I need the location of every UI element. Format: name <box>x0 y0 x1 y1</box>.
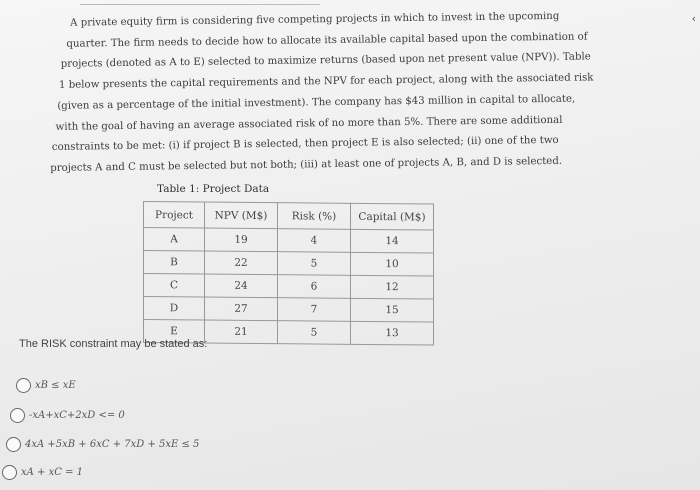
cell-capital: 10 <box>351 252 434 276</box>
cell-risk: 4 <box>278 229 351 253</box>
option-label[interactable]: 4xA +5xB + 6xC + 7xD + 5xE ≤ 5 <box>25 439 200 450</box>
table-row <box>144 228 434 254</box>
answer-option-2[interactable] <box>10 408 125 423</box>
cell-capital: 15 <box>351 298 434 322</box>
paragraph-line: A private equity firm is considering five competing projects in which to invest in the upcoming <box>70 10 560 29</box>
paragraph-line: (given as a percentage of the initial investment). The company has $43 million in capital to allocate, <box>57 93 576 112</box>
cell-npv: 24 <box>205 274 278 298</box>
radio-button[interactable] <box>16 378 31 393</box>
page-top-rule <box>80 4 320 5</box>
paragraph-line: 1 below presents the capital requirements and the NPV for each project, along with the associated risk <box>58 72 594 91</box>
cell-capital: 14 <box>351 229 434 253</box>
header-npv: NPV (M$) <box>205 202 278 229</box>
cell-npv: 21 <box>205 320 278 344</box>
header-capital: Capital (M$) <box>351 203 434 230</box>
cell-risk: 6 <box>278 275 351 299</box>
paragraph-line: constraints to be met: (i) if project B is selected, then project E is also selected; (ii) one of the two <box>51 135 559 154</box>
radio-button[interactable] <box>10 408 25 423</box>
answer-option-3[interactable] <box>6 437 199 452</box>
cell-capital: 12 <box>351 275 434 299</box>
table-row <box>144 274 434 300</box>
cell-npv: 19 <box>205 228 278 252</box>
table-caption: Table 1: Project Data <box>157 183 270 195</box>
cell-project: D <box>144 297 205 321</box>
table-header-row <box>144 202 434 231</box>
paragraph-line: quarter. The firm needs to decide how to allocate its available capital based upon the combination of <box>66 31 588 50</box>
cell-project: C <box>144 274 205 298</box>
cell-risk: 7 <box>278 298 351 322</box>
cell-capital: 13 <box>351 321 434 345</box>
chevron-right-icon[interactable]: ‹ <box>691 12 696 25</box>
cell-project: A <box>144 228 205 252</box>
cell-project: E <box>144 320 205 344</box>
answer-option-1[interactable] <box>16 378 76 393</box>
cell-project: B <box>144 251 205 275</box>
option-label[interactable]: -xA+xC+2xD <= 0 <box>29 410 125 421</box>
paragraph-line: with the goal of having an average associated risk of no more than 5%. There are some additional <box>55 114 563 133</box>
table-row <box>144 297 434 323</box>
project-data-table <box>143 201 434 346</box>
header-project: Project <box>144 202 205 229</box>
problem-statement <box>48 7 594 180</box>
cell-npv: 27 <box>205 297 278 321</box>
option-label[interactable]: xB ≤ xE <box>35 380 76 391</box>
paragraph-line: projects A and C must be selected but not both; (iii) at least one of projects A, B, and D is selected. <box>50 155 563 174</box>
cell-risk: 5 <box>278 321 351 345</box>
header-risk: Risk (%) <box>278 203 351 230</box>
radio-button[interactable] <box>2 465 17 480</box>
cell-risk: 5 <box>278 252 351 276</box>
radio-button[interactable] <box>6 437 21 452</box>
question-prompt: The RISK constraint may be stated as: <box>19 338 208 350</box>
answer-option-4[interactable] <box>2 465 83 480</box>
paragraph-line: projects (denoted as A to E) selected to maximize returns (based upon net present value (NPV)). Table <box>60 51 591 71</box>
option-label[interactable]: xA + xC = 1 <box>21 467 83 478</box>
cell-npv: 22 <box>205 251 278 275</box>
table-row <box>144 251 434 277</box>
